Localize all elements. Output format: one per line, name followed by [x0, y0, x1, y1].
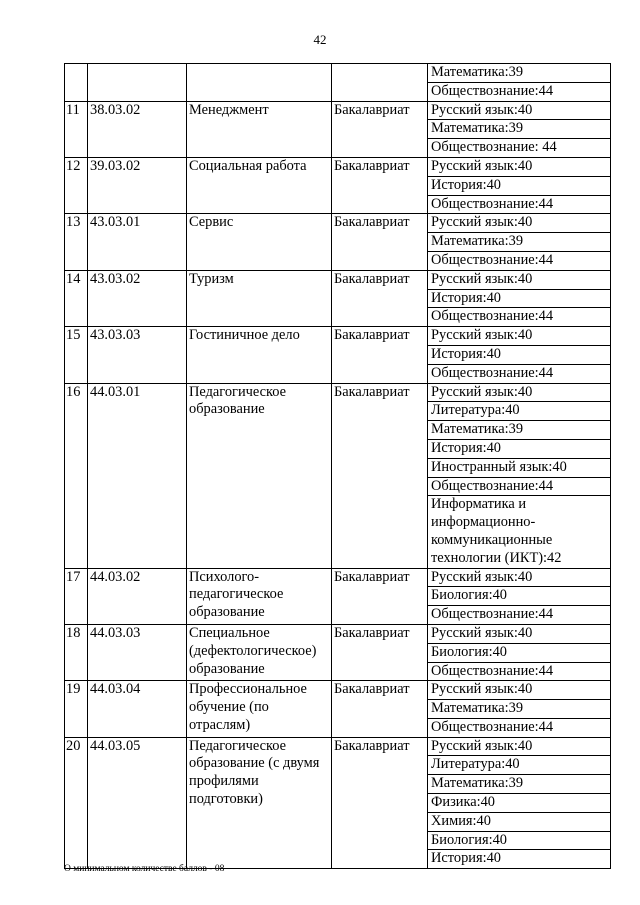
subject-score: Литература:40 — [428, 756, 611, 775]
subject-score: Химия:40 — [428, 812, 611, 831]
program-code: 43.03.01 — [88, 214, 187, 270]
subject-score: Обществознание:44 — [428, 477, 611, 496]
subject-score: История:40 — [428, 850, 611, 869]
subject-score: Биология:40 — [428, 587, 611, 606]
education-level — [332, 64, 428, 102]
table-row — [65, 214, 611, 233]
table-row — [65, 101, 611, 120]
subject-score: Биология:40 — [428, 643, 611, 662]
subject-score: Физика:40 — [428, 794, 611, 813]
program-name: Педагогическое образование — [187, 383, 332, 568]
subject-score: Русский язык:40 — [428, 383, 611, 402]
subject-score: Русский язык:40 — [428, 101, 611, 120]
education-level: Бакалавриат — [332, 327, 428, 383]
education-level: Бакалавриат — [332, 383, 428, 568]
program-name — [187, 64, 332, 102]
program-code: 44.03.05 — [88, 737, 187, 869]
row-number: 14 — [65, 270, 88, 326]
subject-score: Русский язык:40 — [428, 737, 611, 756]
program-code: 44.03.01 — [88, 383, 187, 568]
subject-score: Математика:39 — [428, 233, 611, 252]
footer-note: О минимальном количестве баллов - 08 — [64, 864, 225, 874]
education-level: Бакалавриат — [332, 737, 428, 869]
table-row — [65, 568, 611, 587]
table-row — [65, 270, 611, 289]
row-number: 11 — [65, 101, 88, 157]
education-level: Бакалавриат — [332, 214, 428, 270]
education-level: Бакалавриат — [332, 568, 428, 624]
subject-score: Русский язык:40 — [428, 270, 611, 289]
row-number: 16 — [65, 383, 88, 568]
program-code: 44.03.04 — [88, 681, 187, 737]
table-row — [65, 64, 611, 83]
row-number: 20 — [65, 737, 88, 869]
education-level: Бакалавриат — [332, 681, 428, 737]
subject-score: История:40 — [428, 176, 611, 195]
admission-table — [64, 63, 611, 869]
row-number: 18 — [65, 624, 88, 680]
subject-score: Русский язык:40 — [428, 624, 611, 643]
subject-score: Русский язык:40 — [428, 681, 611, 700]
table-row — [65, 327, 611, 346]
program-code: 44.03.03 — [88, 624, 187, 680]
subject-score: Обществознание:44 — [428, 364, 611, 383]
subject-score: Русский язык:40 — [428, 157, 611, 176]
subject-score: Обществознание:44 — [428, 606, 611, 625]
subject-score: Обществознание:44 — [428, 82, 611, 101]
row-number: 12 — [65, 157, 88, 213]
program-code: 44.03.02 — [88, 568, 187, 624]
subject-score: Русский язык:40 — [428, 214, 611, 233]
subject-score: Математика:39 — [428, 775, 611, 794]
subject-score: Математика:39 — [428, 700, 611, 719]
row-number: 15 — [65, 327, 88, 383]
education-level: Бакалавриат — [332, 624, 428, 680]
program-code — [88, 64, 187, 102]
program-code: 43.03.03 — [88, 327, 187, 383]
program-name: Социальная работа — [187, 157, 332, 213]
program-name: Специальное (дефектологическое) образование — [187, 624, 332, 680]
education-level: Бакалавриат — [332, 270, 428, 326]
subject-score: Обществознание:44 — [428, 195, 611, 214]
table-row — [65, 737, 611, 756]
subject-score: Обществознание: 44 — [428, 139, 611, 158]
education-level: Бакалавриат — [332, 157, 428, 213]
subject-score: История:40 — [428, 439, 611, 458]
program-code: 39.03.02 — [88, 157, 187, 213]
subject-score: Математика:39 — [428, 120, 611, 139]
subject-score: Русский язык:40 — [428, 568, 611, 587]
subject-score: Математика:39 — [428, 64, 611, 83]
program-code: 43.03.02 — [88, 270, 187, 326]
subject-score: Русский язык:40 — [428, 327, 611, 346]
table-row — [65, 383, 611, 402]
row-number: 17 — [65, 568, 88, 624]
subject-score: Иностранный язык:40 — [428, 458, 611, 477]
subject-score: Математика:39 — [428, 421, 611, 440]
subject-score: Обществознание:44 — [428, 718, 611, 737]
row-number — [65, 64, 88, 102]
subject-score: Информатика и информационно-коммуникационные технологии (ИКТ):42 — [428, 496, 611, 568]
row-number: 13 — [65, 214, 88, 270]
subject-score: Литература:40 — [428, 402, 611, 421]
education-level: Бакалавриат — [332, 101, 428, 157]
program-name: Педагогическое образование (с двумя профилями подготовки) — [187, 737, 332, 869]
program-code: 38.03.02 — [88, 101, 187, 157]
subject-score: Обществознание:44 — [428, 308, 611, 327]
subject-score: История:40 — [428, 345, 611, 364]
program-name: Профессиональное обучение (по отраслям) — [187, 681, 332, 737]
table-row — [65, 624, 611, 643]
table-row — [65, 681, 611, 700]
subject-score: Обществознание:44 — [428, 251, 611, 270]
program-name: Менеджмент — [187, 101, 332, 157]
program-name: Гостиничное дело — [187, 327, 332, 383]
program-name: Сервис — [187, 214, 332, 270]
table-row — [65, 157, 611, 176]
subject-score: История:40 — [428, 289, 611, 308]
program-name: Психолого-педагогическое образование — [187, 568, 332, 624]
subject-score: Биология:40 — [428, 831, 611, 850]
program-name: Туризм — [187, 270, 332, 326]
subject-score: Обществознание:44 — [428, 662, 611, 681]
page-number: 42 — [313, 32, 327, 47]
row-number: 19 — [65, 681, 88, 737]
